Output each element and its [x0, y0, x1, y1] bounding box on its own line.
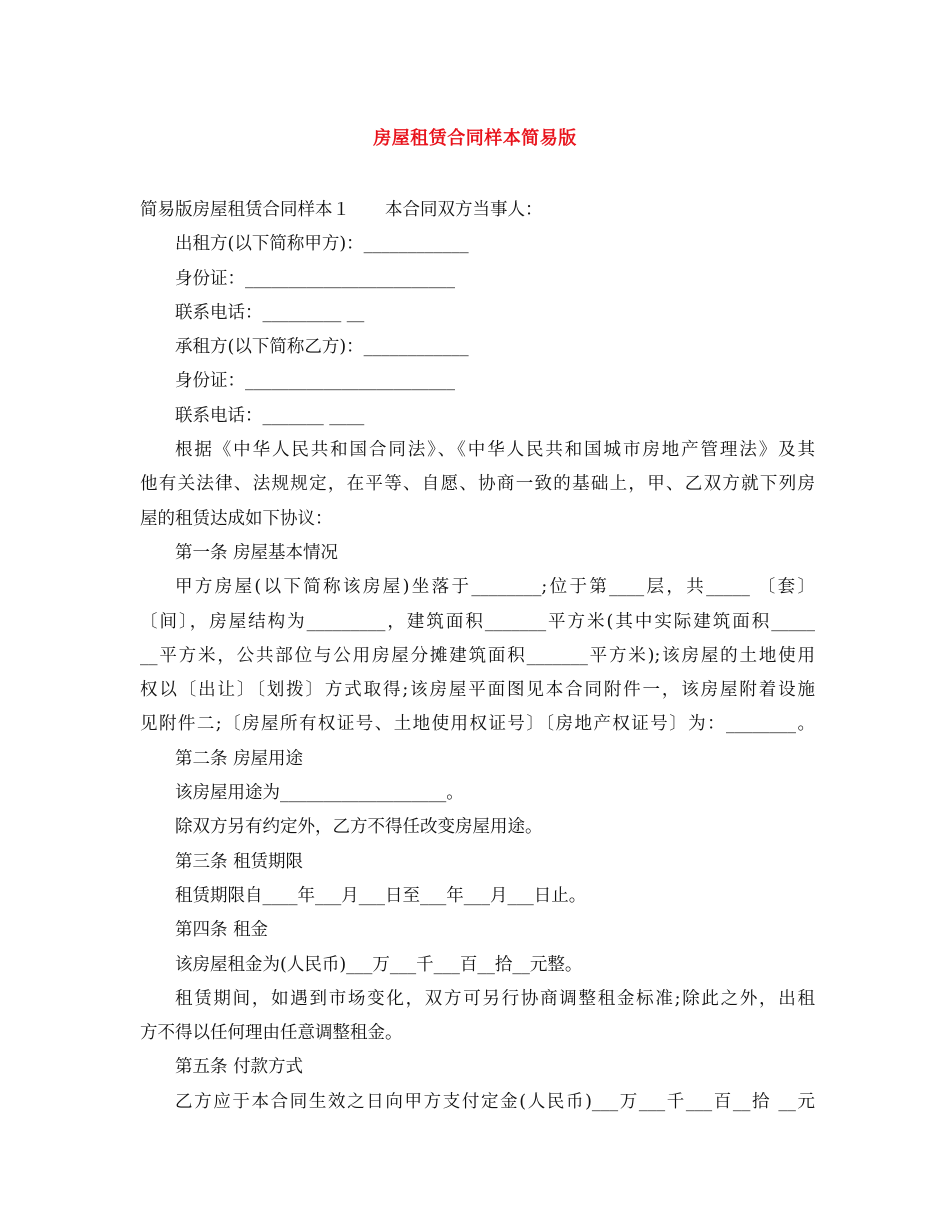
lessor-line: 出租方(以下简称甲方)：____________ [175, 234, 469, 255]
paragraph-line: 除双方另有约定外，乙方不得任改变房屋用途。 [175, 817, 543, 838]
contract-body [140, 193, 815, 1119]
paragraph-line: 权以〔出让〕〔划拨〕方式取得;该房屋平面图见本合同附件一，该房屋附着设施 [140, 680, 815, 701]
intro-line: 简易版房屋租赁合同样本１ 本合同双方当事人： [140, 200, 543, 220]
article-heading: 第三条 租赁期限 [175, 851, 304, 872]
article-heading: 第一条 房屋基本情况 [175, 542, 339, 563]
lessor-id-line: 身份证：________________________ [175, 268, 455, 289]
paragraph-line: 方不得以任何理由任意调整租金。 [140, 1023, 403, 1044]
paragraph-line: 根据《中华人民共和国合同法》、《中华人民共和国城市房地产管理法》及其 [175, 440, 815, 461]
paragraph-line: 该房屋用途为___________________。 [175, 783, 464, 804]
document-title: 房屋租赁合同样本简易版 [373, 128, 577, 149]
paragraph-line: 甲方房屋(以下简称该房屋)坐落于________;位于第____层，共_____ 〔套〕 [175, 577, 815, 598]
article-heading: 第四条 租金 [175, 920, 269, 941]
paragraph-line: 租赁期间，如遇到市场变化，双方可另行协商调整租金标准;除此之外，出租 [175, 988, 815, 1009]
paragraph-line: __平方米，公共部位与公用房屋分摊建筑面积_______平方米);该房屋的土地使用 [140, 645, 815, 666]
paragraph-line: 该房屋租金为(人民币)___万___千___百__拾__元整。 [175, 954, 583, 975]
paragraph-line: 他有关法律、法规规定，在平等、自愿、协商一致的基础上，甲、乙双方就下列房 [140, 474, 815, 495]
paragraph-line: 租赁期限自____年___月___日至___年___月___日止。 [175, 885, 587, 906]
article-heading: 第五条 付款方式 [175, 1057, 304, 1078]
paragraph-line: 乙方应于本合同生效之日向甲方支付定金(人民币)___万___千___百__拾 __元 [175, 1091, 815, 1112]
paragraph-line: 见附件二;〔房屋所有权证号、土地使用权证号〕〔房地产权证号〕为：________。 [140, 714, 815, 735]
article-heading: 第二条 房屋用途 [175, 748, 304, 769]
lessee-line: 承租方(以下简称乙方)：____________ [175, 337, 469, 358]
paragraph-line: 屋的租赁达成如下协议： [140, 508, 333, 529]
lessor-phone-line: 联系电话：_________ __ [175, 302, 365, 323]
paragraph-line: 〔间〕，房屋结构为_________，建筑面积_______平方米(其中实际建筑面积_____ [140, 611, 815, 632]
lessee-id-line: 身份证：________________________ [175, 371, 455, 392]
lessee-phone-line: 联系电话：_______ ____ [175, 405, 365, 426]
